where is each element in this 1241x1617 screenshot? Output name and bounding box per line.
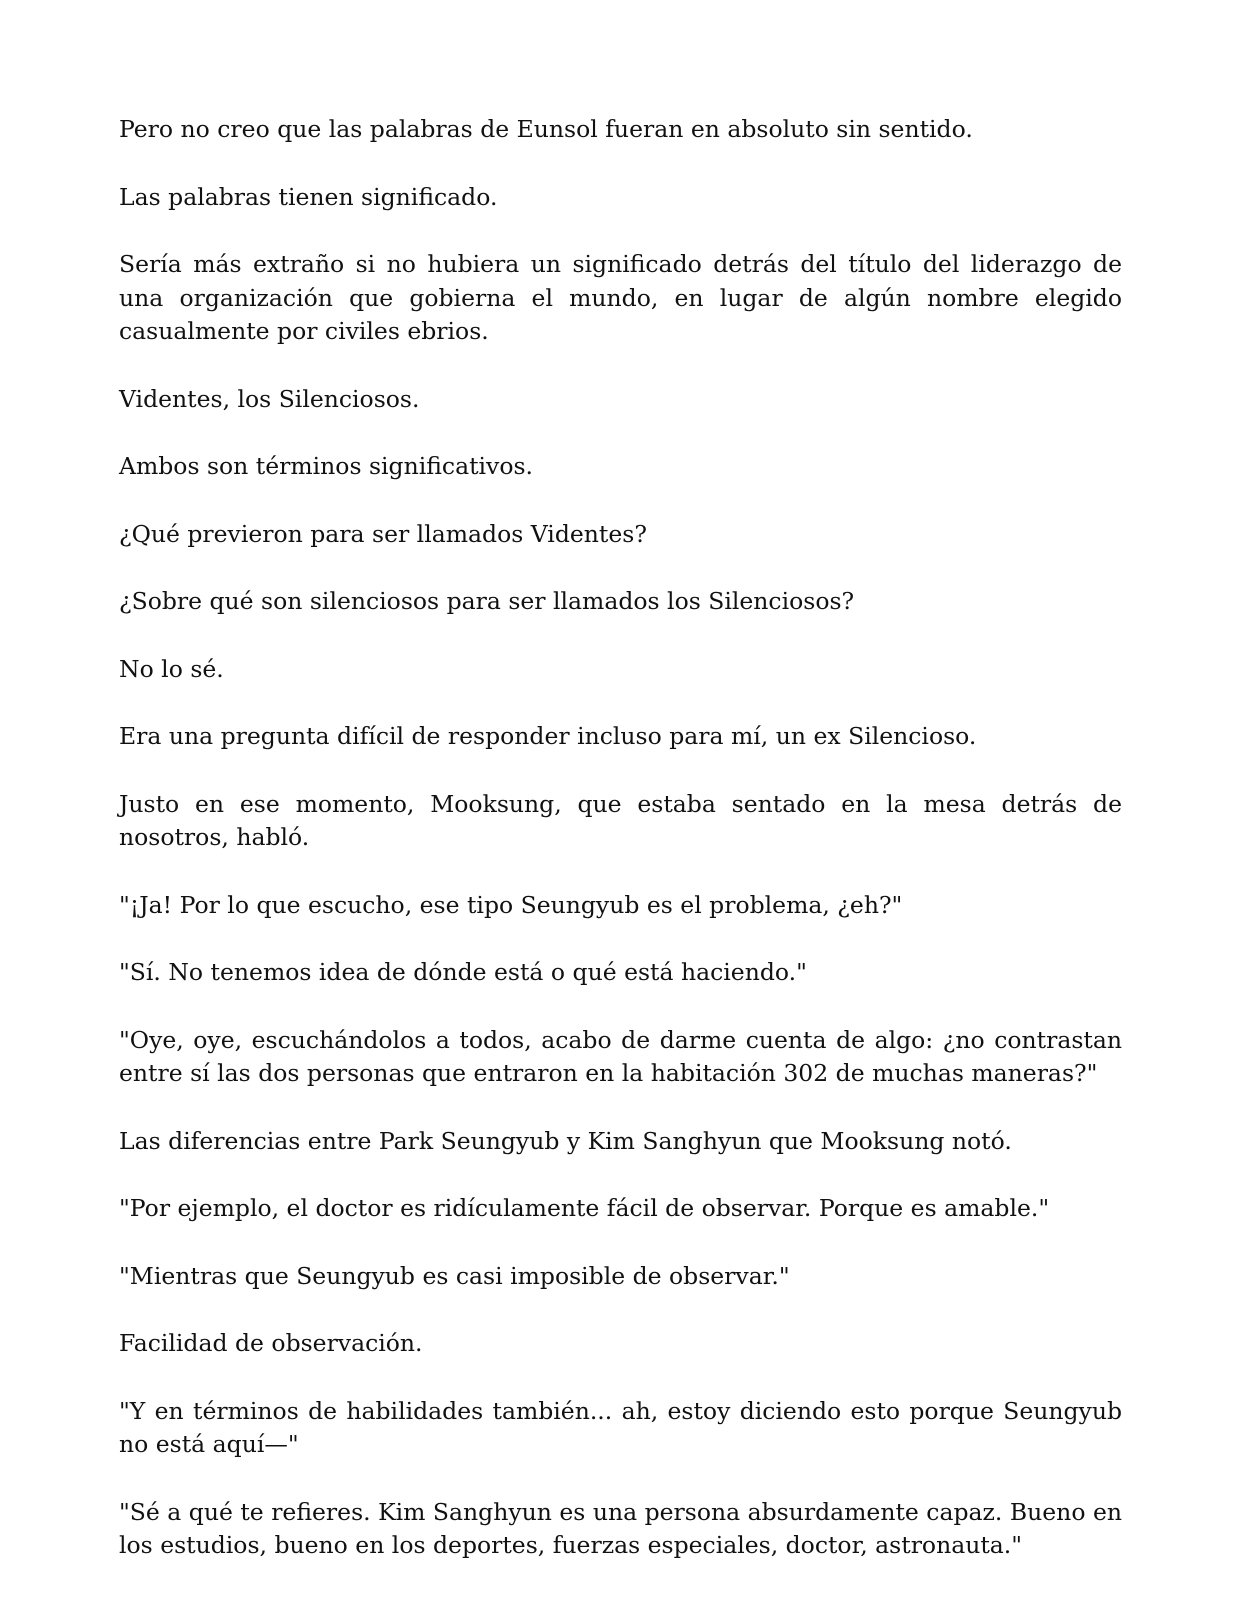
paragraph: "Y en términos de habilidades también... ah, estoy diciendo esto porque Seungyub no está aquí—" — [119, 1396, 1122, 1458]
paragraph: Facilidad de observación. — [119, 1329, 423, 1357]
document-body — [119, 113, 1122, 1563]
paragraph: "Por ejemplo, el doctor es ridículamente fácil de observar. Porque es amable." — [119, 1194, 1050, 1222]
paragraph: ¿Sobre qué son silenciosos para ser llamados los Silenciosos? — [119, 587, 855, 615]
paragraph: "Oye, oye, escuchándolos a todos, acabo de darme cuenta de algo: ¿no contrastan entre sí las dos personas que entraron en la habitación 302 de muchas maneras?" — [119, 1025, 1122, 1087]
paragraph: Videntes, los Silenciosos. — [119, 384, 420, 413]
paragraph: Justo en ese momento, Mooksung, que estaba sentado en la mesa detrás de nosotros, habló. — [119, 789, 1122, 851]
paragraph: Pero no creo que las palabras de Eunsol fueran en absoluto sin sentido. — [119, 115, 973, 143]
paragraph: "Sí. No tenemos idea de dónde está o qué está haciendo." — [119, 958, 807, 986]
paragraph: "Mientras que Seungyub es casi imposible de observar." — [119, 1261, 790, 1290]
paragraph: ¿Qué previeron para ser llamados Videntes? — [119, 519, 647, 548]
paragraph: Sería más extraño si no hubiera un significado detrás del título del liderazgo de una organización que gobierna el mundo, en lugar de algún nombre elegido casualmente por civiles ebrios. — [119, 250, 1122, 345]
paragraph: "Sé a qué te refieres. Kim Sanghyun es una persona absurdamente capaz. Bueno en los estudios, bueno en los deportes, fuerzas especiales, doctor, astronauta." — [119, 1497, 1122, 1559]
paragraph: No lo sé. — [119, 654, 224, 683]
paragraph: Las palabras tienen significado. — [119, 182, 498, 211]
paragraph: Ambos son términos significativos. — [119, 452, 534, 480]
paragraph: Era una pregunta difícil de responder incluso para mí, un ex Silencioso. — [119, 722, 977, 750]
paragraph: "¡Ja! Por lo que escucho, ese tipo Seungyub es el problema, ¿eh?" — [119, 890, 903, 919]
paragraph: Las diferencias entre Park Seungyub y Kim Sanghyun que Mooksung notó. — [119, 1126, 1012, 1155]
